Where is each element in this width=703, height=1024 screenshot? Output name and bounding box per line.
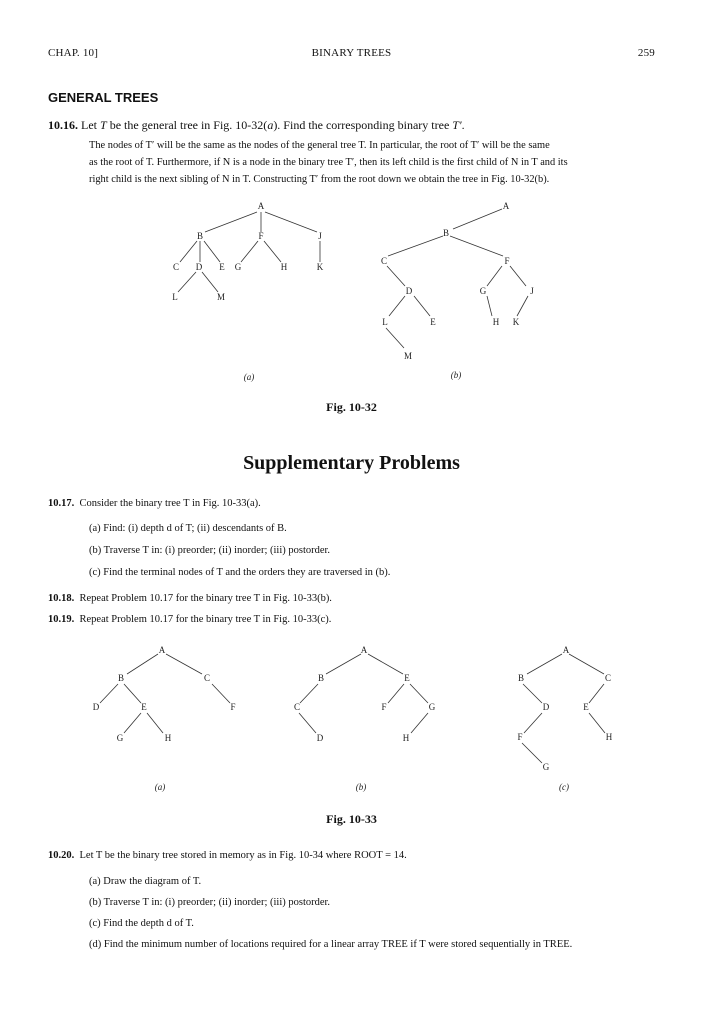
tree-node: F: [258, 231, 264, 241]
tree-node: H: [164, 733, 172, 743]
tree-node: C: [203, 673, 211, 683]
problem-10-19-statement: 10.19. Repeat Problem 10.17 for the binary tree T in Fig. 10-33(c).: [48, 614, 332, 625]
tree-node: C: [380, 256, 388, 266]
problem-10-20-part-a: (a) Draw the diagram of T.: [89, 876, 202, 887]
tree-node: C: [172, 262, 180, 272]
figure-sublabel: (b): [450, 370, 462, 380]
supplementary-problems-heading: Supplementary Problems: [243, 452, 460, 474]
tree-node: D: [542, 702, 550, 712]
tree-node: A: [360, 645, 368, 655]
tree-node: A: [257, 201, 265, 211]
tree-node: J: [530, 286, 534, 296]
figure-caption-10-33: Fig. 10-33: [326, 812, 377, 826]
tree-node: E: [141, 702, 147, 712]
tree-node: F: [517, 732, 523, 742]
tree-node: L: [382, 317, 388, 327]
edges: [522, 654, 605, 763]
figure-sublabel: (a): [154, 782, 166, 792]
figure-sublabel: (c): [559, 782, 569, 792]
tree-node: G: [428, 702, 436, 712]
problem-10-20-statement: 10.20. Let T be the binary tree stored in memory as in Fig. 10-34 where ROOT = 14.: [48, 850, 407, 861]
tree-node: A: [502, 201, 510, 211]
running-header-title: BINARY TREES: [311, 47, 392, 59]
problem-number: 10.16.: [48, 118, 78, 132]
problem-10-16-statement: 10.16. Let T be the general tree in Fig. 10-32(a). Find the corresponding binary tree T′.: [48, 118, 465, 132]
tree-node: B: [196, 231, 204, 241]
problem-10-20-part-b: (b) Traverse T in: (i) preorder; (ii) inorder; (iii) postorder.: [89, 897, 331, 908]
tree-node: F: [381, 702, 387, 712]
tree-node: C: [293, 702, 301, 712]
tree-node: G: [234, 262, 242, 272]
tree-node: L: [172, 292, 178, 302]
tree-node: D: [405, 286, 413, 296]
problem-10-17-statement: 10.17. Consider the binary tree T in Fig. 10-33(a).: [48, 498, 261, 509]
problem-10-20-part-d: (d) Find the minimum number of locations required for a linear array TREE if T were stored sequentially in TREE.: [89, 939, 573, 950]
tree-node: A: [562, 645, 570, 655]
tree-node: E: [404, 673, 410, 683]
figure-caption-10-32: Fig. 10-32: [326, 400, 377, 414]
tree-node: B: [317, 673, 325, 683]
tree-node: H: [605, 732, 613, 742]
tree-node: M: [216, 292, 226, 302]
page-number: 259: [637, 47, 655, 59]
tree-node: B: [442, 228, 450, 238]
tree-node: G: [116, 733, 124, 743]
tree-node: A: [158, 645, 166, 655]
tree-node: J: [318, 231, 322, 241]
tree-node: E: [430, 317, 436, 327]
section-heading-general-trees: GENERAL TREES: [48, 90, 159, 105]
tree-node: D: [195, 262, 203, 272]
problem-10-18-statement: 10.18. Repeat Problem 10.17 for the binary tree T in Fig. 10-33(b).: [48, 593, 332, 604]
tree-node: H: [492, 317, 500, 327]
figure-sublabel: (b): [355, 782, 367, 792]
problem-10-17-part-b: (b) Traverse T in: (i) preorder; (ii) inorder; (iii) postorder.: [89, 545, 331, 556]
tree-node: M: [403, 351, 413, 361]
tree-node: G: [542, 762, 550, 772]
tree-node: B: [517, 673, 525, 683]
tree-node: H: [402, 733, 410, 743]
tree-node: E: [583, 702, 589, 712]
tree-node: K: [512, 317, 520, 327]
problem-10-20-part-c: (c) Find the depth d of T.: [89, 918, 194, 929]
running-header-chapter: CHAP. 10]: [48, 47, 99, 59]
tree-node: C: [604, 673, 612, 683]
figure-sublabel: (a): [243, 372, 255, 382]
tree-node: E: [219, 262, 225, 272]
problem-10-17-part-a: (a) Find: (i) depth d of T; (ii) descendants of B.: [89, 523, 287, 534]
tree-node: G: [479, 286, 487, 296]
tree-node: F: [230, 702, 236, 712]
tree-node: H: [280, 262, 288, 272]
solution-line: as the root of T. Furthermore, if N is a node in the binary tree T′, then its left child is the first child of N in T and its: [89, 157, 568, 168]
problem-10-17-part-c: (c) Find the terminal nodes of T and the orders they are traversed in (b).: [89, 567, 391, 578]
tree-node: D: [92, 702, 100, 712]
solution-line: right child is the next sibling of N in T. Constructing T′ from the root down we obtain the tree in Fig. 10-32(b).: [89, 174, 550, 185]
solution-line: The nodes of T′ will be the same as the nodes of the general tree T. In particular, the root of T′ will be the same: [89, 140, 550, 151]
tree-node: B: [117, 673, 125, 683]
tree-node: F: [504, 256, 510, 266]
tree-node: K: [316, 262, 324, 272]
tree-node: D: [316, 733, 324, 743]
